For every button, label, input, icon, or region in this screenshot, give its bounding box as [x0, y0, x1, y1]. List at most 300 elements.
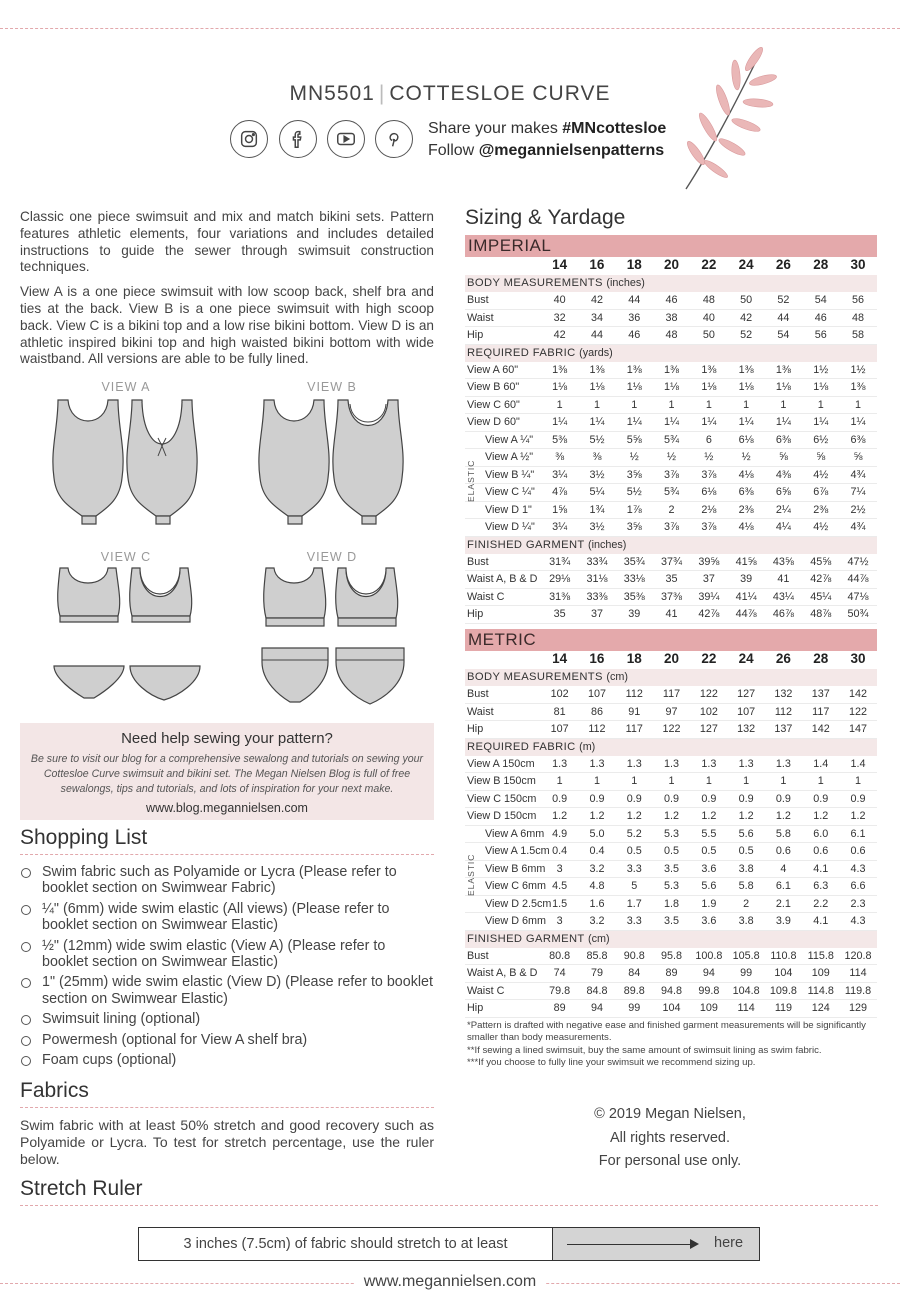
table-cell: 1: [817, 775, 824, 787]
table-row: [465, 808, 877, 826]
table-cell: 107: [550, 723, 569, 735]
table-cell: 1.3: [552, 757, 568, 770]
table-cell: 40: [553, 294, 566, 306]
table-cell: 2⅜: [738, 503, 754, 516]
table-cell: 3⅝: [626, 521, 642, 533]
table-cell: 39: [740, 573, 753, 585]
table-cell: 122: [662, 723, 681, 735]
body-measurements-header: BODY MEASUREMENTS (cm): [465, 669, 877, 686]
size-header: 30: [850, 257, 866, 272]
table-cell: 45¼: [810, 590, 832, 603]
size-header: 22: [701, 651, 717, 666]
size-header: 30: [850, 651, 866, 666]
view-d-label: VIEW D: [306, 550, 358, 564]
table-cell: 35¾: [623, 555, 645, 568]
table-cell: 33¾: [586, 555, 608, 568]
table-cell: 1½: [813, 363, 829, 376]
table-cell: 5½: [626, 486, 642, 498]
view-a-illustration: [52, 398, 202, 538]
size-header: 18: [626, 257, 642, 272]
table-cell: 3.3: [626, 862, 642, 875]
table-cell: 3⅞: [664, 468, 680, 481]
table-cell: 5.2: [626, 827, 642, 840]
view-c-label: VIEW C: [100, 550, 152, 564]
table-cell: 1⅞: [626, 503, 642, 516]
instagram-handle[interactable]: @megannielsenpatterns: [478, 142, 665, 159]
table-cell: 1.8: [664, 897, 680, 910]
table-cell: 58: [852, 329, 865, 341]
table-row: [465, 896, 877, 914]
ruler-target: [553, 1228, 759, 1260]
youtube-icon[interactable]: [327, 120, 365, 158]
table-cell: 114: [737, 1002, 755, 1014]
note-2: **If sewing a lined swimsuit, buy the same amount of swimsuit lining as swim fabric.: [467, 1044, 822, 1056]
elastic-label: ELASTIC: [466, 853, 476, 896]
table-cell: 1.3: [589, 757, 605, 770]
table-cell: 1: [817, 398, 824, 411]
table-cell: 3.3: [626, 915, 642, 927]
table-cell: 54: [814, 294, 827, 306]
table-cell: 42: [740, 311, 753, 324]
list-item: Swim fabric such as Polyamide or Lycra (Please refer to booklet section on Swimwear Fabric): [20, 864, 434, 897]
size-header: 18: [626, 651, 642, 666]
table-row: [465, 554, 877, 572]
table-cell: 44: [628, 294, 641, 306]
table-cell: 3: [556, 862, 563, 875]
table-cell: 41¼: [735, 590, 757, 603]
list-item: ¼" (6mm) wide swim elastic (All views) (Please refer to booklet section on Swimwear Elastic): [20, 901, 434, 934]
table-cell: 1.4: [813, 757, 829, 770]
table-cell: 5.3: [664, 827, 680, 840]
table-cell: 122: [849, 705, 868, 718]
size-header: 16: [589, 651, 605, 666]
table-cell: 1⅛: [701, 381, 717, 393]
size-header: 24: [738, 651, 754, 666]
finished-garment-header: FINISHED GARMENT (cm): [465, 931, 877, 948]
table-cell: 1.3: [775, 757, 791, 770]
table-cell: 39¼: [698, 590, 720, 603]
row-label: View D 6mm: [485, 915, 546, 927]
table-cell: 6.0: [813, 827, 829, 840]
table-cell: 35⅜: [623, 590, 645, 603]
table-cell: 1.4: [850, 757, 866, 770]
leaf-sprig-icon: [668, 45, 778, 195]
table-cell: 79.8: [549, 984, 571, 997]
row-label: View A 60": [467, 363, 519, 376]
table-cell: 3¼: [552, 468, 568, 481]
table-cell: 1: [705, 398, 712, 411]
table-cell: 4.8: [589, 880, 605, 892]
table-cell: ⅝: [853, 451, 863, 463]
table-cell: 2.1: [775, 897, 791, 910]
row-label: View A 6mm: [485, 827, 545, 840]
table-cell: 119: [774, 1002, 793, 1014]
table-cell: 0.9: [775, 792, 791, 805]
table-cell: 31⅜: [549, 590, 571, 603]
table-cell: 1⅜: [664, 363, 680, 376]
table-cell: 1.6: [589, 897, 605, 910]
list-item: Foam cups (optional): [20, 1052, 434, 1068]
table-cell: 50: [702, 329, 715, 341]
table-row: [465, 704, 877, 722]
table-cell: 0.4: [589, 845, 605, 857]
stretch-ruler-title: Stretch Ruler: [20, 1177, 143, 1200]
footer-url[interactable]: www.megannielsen.com: [0, 1273, 900, 1291]
table-cell: 90.8: [623, 949, 645, 962]
table-cell: 4.1: [813, 862, 829, 875]
elastic-label: ELASTIC: [466, 459, 476, 502]
table-row: [465, 861, 877, 879]
table-cell: 1.2: [813, 810, 829, 822]
table-cell: 2: [743, 897, 750, 910]
row-label: Hip: [467, 723, 484, 735]
table-cell: 44⅞: [847, 573, 869, 585]
table-cell: 1.2: [775, 810, 791, 822]
table-cell: 44: [590, 329, 603, 341]
table-cell: 147: [849, 723, 868, 735]
table-cell: 6.1: [850, 827, 866, 840]
help-text: Be sure to visit our blog for a comprehensive sewalong and tutorials on sewing your Cottesloe Curve swimsuit and bikini set. The Megan Nielsen Blog is full of free sewalongs, tips and tutorials, and lots of inspiration for your next make.: [30, 753, 424, 795]
table-cell: 89.8: [623, 984, 645, 997]
table-cell: 94: [590, 1002, 603, 1014]
fabrics-divider: [20, 1107, 434, 1108]
fabrics-title: Fabrics: [20, 1079, 89, 1102]
table-cell: 137: [774, 723, 793, 735]
description-paragraph-1: Classic one piece swimsuit and mix and match bikini sets. Pattern features athletic elements, four variations and includes detailed instructions to guide the sewer through swimsuit construction techniques.: [20, 209, 434, 275]
table-cell: 2½: [850, 503, 866, 516]
table-cell: 99: [740, 967, 753, 979]
table-cell: 112: [774, 705, 793, 718]
table-cell: 42⅞: [698, 608, 720, 620]
row-label: Waist: [467, 311, 494, 324]
pinterest-icon[interactable]: [375, 120, 413, 158]
table-cell: 5.6: [701, 880, 717, 892]
table-cell: 1¼: [626, 416, 642, 428]
size-header: 20: [664, 257, 680, 272]
table-cell: 56: [814, 329, 827, 341]
table-cell: 6.3: [813, 880, 829, 892]
view-d-illustration: [258, 566, 408, 711]
table-cell: 34: [590, 311, 603, 324]
table-cell: 104.8: [732, 984, 760, 997]
view-b-label: VIEW B: [307, 380, 357, 394]
table-cell: 4⅛: [738, 468, 754, 481]
table-cell: 1¼: [738, 416, 754, 428]
table-cell: 1⅛: [775, 381, 791, 393]
size-header: 22: [701, 257, 717, 272]
table-cell: 1: [631, 775, 638, 787]
table-cell: 33⅛: [623, 573, 645, 585]
blog-link[interactable]: www.blog.megannielsen.com: [146, 801, 308, 815]
row-label: View C 150cm: [467, 792, 537, 805]
table-cell: 56: [852, 294, 865, 306]
table-cell: 1: [743, 398, 750, 411]
arrow-right-icon: [567, 1244, 697, 1245]
table-cell: 6⅛: [701, 486, 717, 498]
row-label: Bust: [467, 949, 489, 962]
sizing-title: Sizing & Yardage: [465, 206, 626, 229]
table-cell: 6⅜: [850, 433, 866, 446]
table-cell: 84: [628, 967, 641, 979]
table-cell: 2: [668, 503, 675, 516]
table-cell: 4.5: [552, 880, 568, 892]
table-cell: 5.8: [738, 880, 754, 892]
table-row: [465, 721, 877, 739]
table-cell: 84.8: [586, 984, 608, 997]
table-cell: 107: [737, 705, 756, 718]
table-cell: 1⅛: [552, 381, 568, 393]
copyright: © 2019 Megan Nielsen, All rights reserved. For personal use only.: [594, 1106, 746, 1169]
row-label: View A ¼": [485, 433, 534, 446]
table-row: [465, 571, 877, 589]
table-cell: 124: [811, 1002, 830, 1014]
table-cell: ⅜: [592, 451, 602, 463]
table-cell: 0.5: [626, 845, 642, 857]
note-1: *Pattern is drafted with negative ease and finished garment measurements will be significantly smaller than body measurements.: [467, 1020, 866, 1044]
table-cell: 127: [737, 688, 756, 700]
required-fabric-header: REQUIRED FABRIC (m): [465, 739, 877, 756]
table-cell: 1⅜: [775, 363, 791, 376]
table-cell: 38: [665, 311, 678, 324]
row-label: View A 150cm: [467, 757, 535, 770]
size-header: 26: [775, 257, 791, 272]
table-cell: 5¾: [664, 486, 680, 498]
metric-band: METRIC: [465, 629, 877, 651]
table-cell: 4¾: [850, 468, 866, 481]
pattern-description: [20, 209, 434, 376]
table-cell: 6⅝: [775, 486, 791, 498]
table-cell: 3½: [589, 521, 605, 533]
table-row: [465, 432, 877, 450]
table-cell: 1⅛: [813, 381, 829, 393]
table-cell: 1⅝: [552, 503, 568, 516]
table-cell: 48: [665, 329, 678, 341]
table-cell: 39: [628, 608, 641, 620]
table-row: [465, 379, 877, 397]
table-cell: 37: [590, 608, 603, 620]
row-label: View C ¼": [485, 486, 535, 498]
row-label: Bust: [467, 294, 489, 306]
table-cell: 5⅝: [626, 433, 642, 446]
table-cell: 137: [811, 688, 830, 700]
table-row: [465, 502, 877, 520]
table-cell: 79: [590, 967, 603, 979]
table-cell: 1¼: [552, 416, 568, 428]
table-cell: ⅜: [555, 451, 565, 463]
table-cell: 117: [662, 688, 681, 700]
top-divider: [0, 28, 900, 29]
description-paragraph-2: View A is a one piece swimsuit with low scoop back, shelf bra and ties at the back. View B is a one piece swimsuit with high scoop back. View C is a bikini top and a low rise bikini bottom. View D is an athletic inspired bikini top and high waisted bikini bottom with wide waistband. All versions are able to be fully lined.: [20, 284, 434, 367]
table-cell: 1⅜: [738, 363, 754, 376]
table-cell: 1.3: [626, 757, 642, 770]
table-row: [465, 843, 877, 861]
table-cell: 1: [780, 775, 787, 787]
table-cell: 0.9: [738, 792, 754, 805]
table-cell: 114: [849, 967, 867, 979]
table-cell: 41: [665, 608, 678, 620]
table-row: [465, 589, 877, 607]
table-cell: ⅝: [816, 451, 826, 463]
table-cell: 43¼: [772, 590, 794, 603]
table-cell: 50¾: [847, 608, 869, 620]
table-cell: 117: [625, 723, 643, 735]
required-fabric-header: REQUIRED FABRIC (yards): [465, 345, 877, 362]
table-cell: 35: [665, 573, 678, 585]
table-cell: 112: [625, 688, 643, 700]
table-cell: 6.1: [775, 880, 791, 892]
table-cell: 99.8: [698, 984, 720, 997]
table-cell: 112: [588, 723, 606, 735]
table-cell: 3⅞: [701, 468, 717, 481]
table-cell: 85.8: [586, 949, 608, 962]
table-cell: 3.6: [701, 862, 717, 875]
table-row: [465, 449, 877, 467]
table-cell: 95.8: [661, 949, 683, 962]
table-cell: 6.6: [850, 880, 866, 892]
table-cell: 3.5: [664, 862, 680, 875]
table-cell: 104: [662, 1002, 681, 1014]
table-cell: 3½: [589, 468, 605, 481]
table-cell: 0.9: [701, 792, 717, 805]
row-label: View C 6mm: [485, 880, 546, 892]
table-cell: 31¾: [549, 555, 571, 568]
table-cell: 0.5: [664, 845, 680, 857]
row-label: View B 150cm: [467, 775, 536, 787]
help-title: Need help sewing your pattern?: [121, 730, 333, 747]
size-header: 28: [813, 257, 829, 272]
table-cell: 3.8: [738, 862, 754, 875]
share-text: Share your makes #MNcottesloe Follow @megannielsenpatterns: [428, 120, 667, 159]
table-cell: 1¼: [589, 416, 605, 428]
table-cell: 1: [743, 775, 750, 787]
table-cell: 5⅜: [552, 433, 568, 446]
table-cell: 0.6: [813, 845, 829, 857]
instagram-icon[interactable]: [230, 120, 268, 158]
table-row: [465, 467, 877, 485]
table-row: [465, 327, 877, 345]
table-row: [465, 756, 877, 774]
table-cell: 1.2: [738, 810, 754, 822]
table-cell: 1½: [850, 363, 866, 376]
table-cell: 0.9: [552, 792, 568, 805]
table-cell: 29⅛: [549, 573, 571, 585]
table-cell: 1: [631, 398, 638, 411]
table-cell: 46: [814, 311, 827, 324]
list-item: ½" (12mm) wide swim elastic (View A) (Please refer to booklet section on Swimwear Elastic): [20, 938, 434, 971]
table-cell: 5.0: [589, 827, 605, 840]
table-cell: 1¾: [589, 503, 605, 516]
table-row: [465, 686, 877, 704]
table-cell: 142: [811, 723, 830, 735]
row-label: Waist C: [467, 590, 505, 603]
table-cell: 48: [852, 311, 865, 324]
table-cell: 40: [702, 311, 715, 324]
table-cell: 37: [702, 573, 715, 585]
table-cell: 47½: [847, 555, 869, 568]
table-cell: 6⅜: [775, 433, 791, 446]
table-cell: 5¾: [664, 433, 680, 446]
table-cell: 80.8: [549, 949, 571, 962]
table-cell: 89: [665, 967, 678, 979]
table-cell: 41: [777, 573, 790, 585]
table-cell: 142: [849, 688, 868, 700]
table-cell: 5: [631, 880, 638, 892]
table-cell: 46⅞: [772, 608, 794, 620]
table-row: [465, 965, 877, 983]
table-cell: 0.5: [738, 845, 754, 857]
table-cell: 46: [628, 329, 641, 341]
table-cell: 39⅝: [698, 555, 720, 568]
table-cell: 1: [668, 775, 675, 787]
table-cell: 74: [553, 967, 566, 979]
table-cell: 1⅛: [738, 381, 754, 393]
table-cell: 0.9: [626, 792, 642, 805]
table-cell: 91: [628, 705, 641, 718]
table-cell: 6⅞: [813, 486, 829, 498]
table-cell: 132: [774, 688, 793, 700]
table-cell: 1.2: [701, 810, 717, 822]
table-cell: 42: [553, 329, 566, 341]
table-cell: 31⅛: [586, 573, 608, 585]
table-cell: 42⅞: [810, 573, 832, 585]
help-box: [20, 723, 434, 820]
table-row: [465, 1000, 877, 1018]
table-cell: ⅝: [778, 451, 788, 463]
table-cell: 1: [855, 775, 862, 787]
table-cell: ½: [741, 451, 751, 463]
table-cell: 47⅛: [847, 590, 869, 603]
table-cell: 0.5: [701, 845, 717, 857]
table-cell: 52: [740, 329, 753, 341]
table-cell: 2⅛: [701, 503, 717, 516]
table-cell: 86: [590, 705, 603, 718]
table-cell: 2¼: [775, 503, 791, 516]
row-label: Waist A, B & D: [467, 967, 538, 979]
table-cell: 6⅛: [738, 433, 754, 446]
hashtag[interactable]: #MNcottesloe: [562, 120, 667, 137]
table-cell: 2.2: [813, 897, 829, 910]
table-cell: 2.3: [850, 897, 866, 910]
table-cell: 4.9: [552, 827, 568, 840]
table-cell: 1⅜: [589, 363, 605, 376]
table-cell: 127: [699, 723, 718, 735]
list-item: Swimsuit lining (optional): [20, 1011, 434, 1027]
table-cell: 5.3: [664, 880, 680, 892]
table-cell: 48⅞: [810, 608, 832, 620]
table-cell: 4⅛: [738, 521, 754, 533]
row-label: Bust: [467, 555, 489, 568]
table-cell: 122: [699, 688, 718, 700]
finished-garment-header: FINISHED GARMENT (inches): [465, 537, 877, 554]
row-label: Hip: [467, 608, 484, 620]
table-cell: 6⅜: [738, 486, 754, 498]
table-cell: 97: [665, 705, 678, 718]
view-a-label: VIEW A: [101, 380, 151, 394]
facebook-icon[interactable]: [279, 120, 317, 158]
table-cell: 109: [699, 1002, 718, 1014]
table-cell: 117: [812, 705, 830, 718]
ruler-here-label: here: [714, 1235, 744, 1251]
table-cell: 6: [705, 433, 712, 446]
row-label: Bust: [467, 688, 489, 700]
table-cell: 0.9: [850, 792, 866, 805]
table-cell: 7¼: [850, 486, 866, 498]
table-cell: 1: [705, 775, 712, 787]
table-cell: 1¼: [701, 416, 717, 428]
row-label: View D 2.5cm: [485, 897, 552, 910]
table-cell: 81: [553, 705, 566, 718]
size-header: 16: [589, 257, 605, 272]
